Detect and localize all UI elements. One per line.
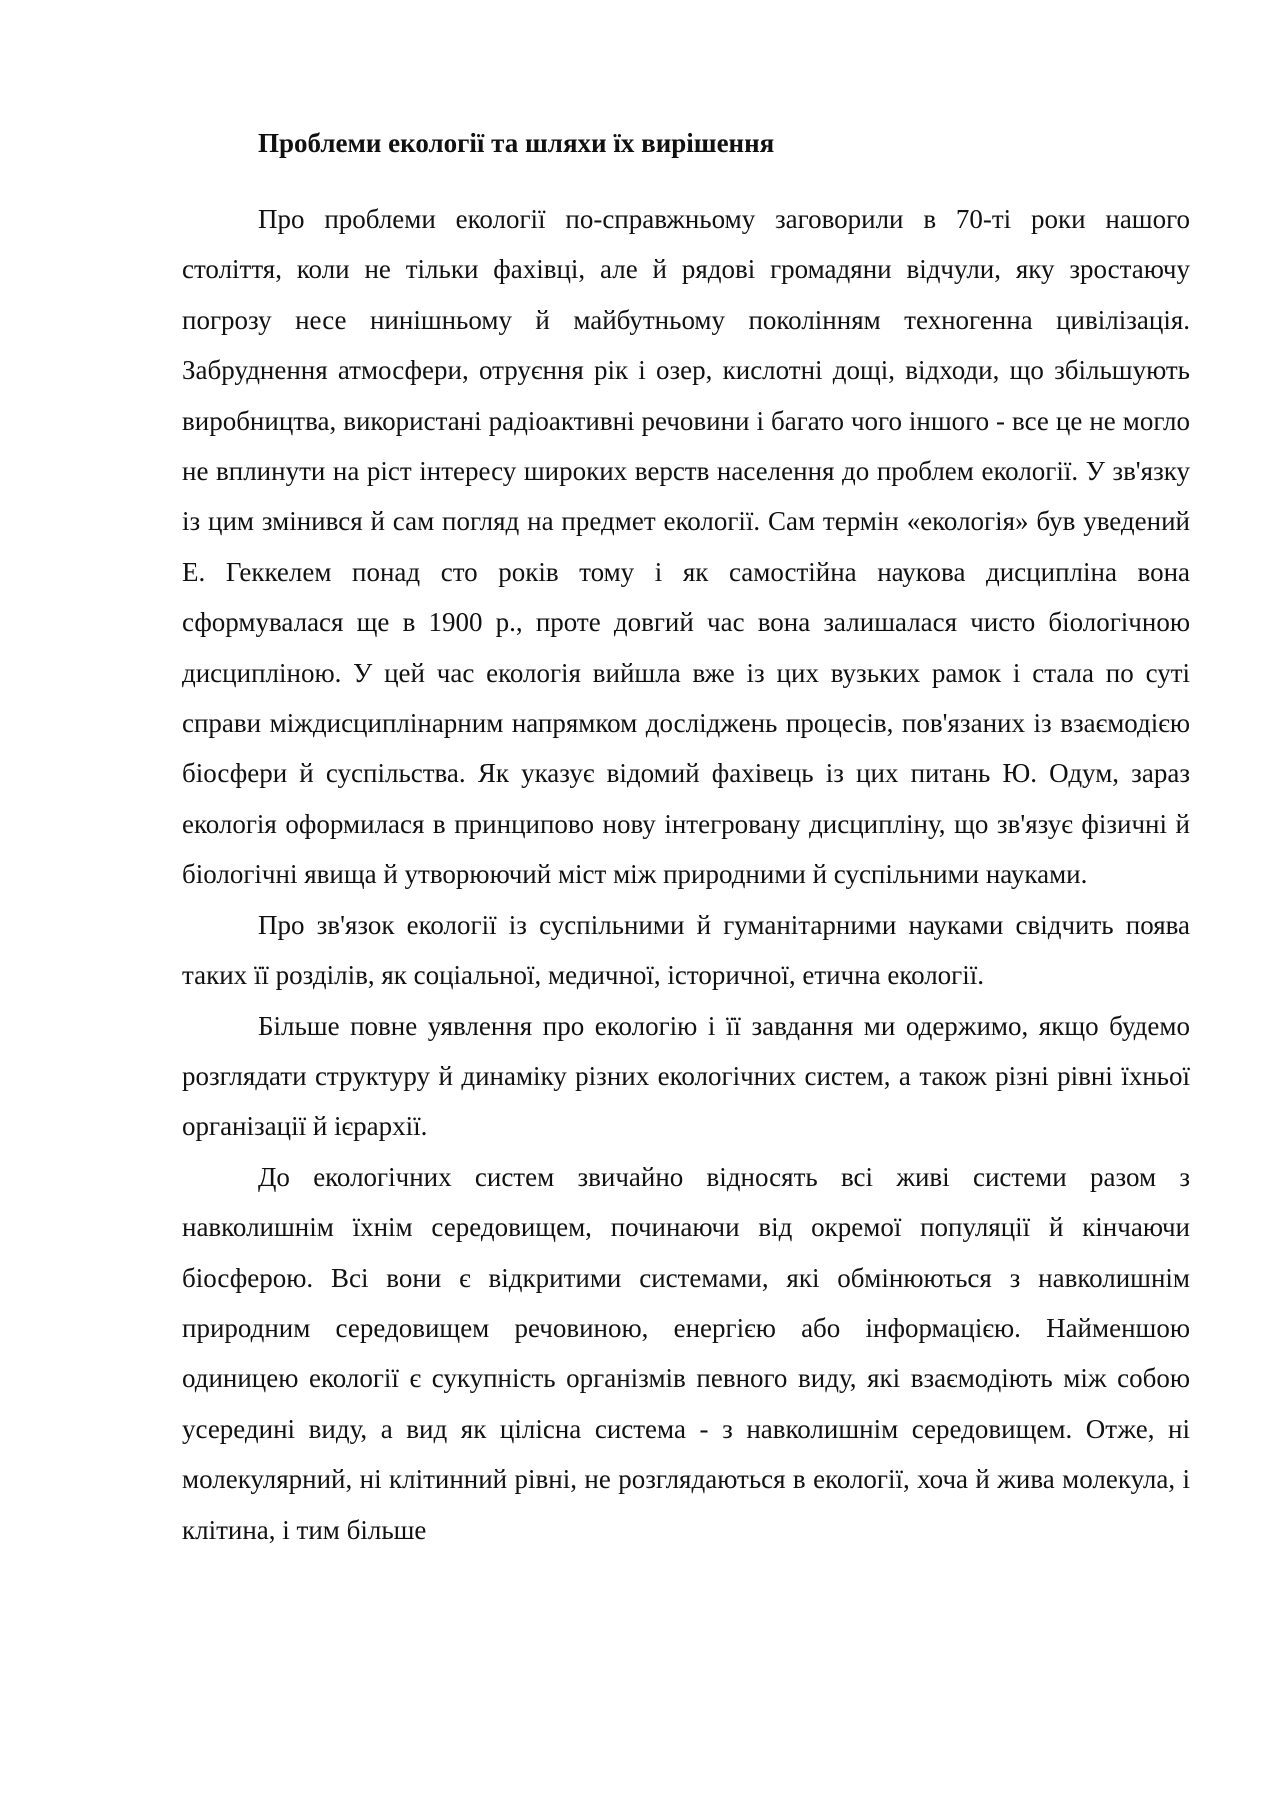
paragraph-2: Про зв'язок екології із суспільними й гуманітарними науками свідчить поява таких її розділів, як соціальної, медичної, історичної, етична екології. [182,909,1190,991]
document-title: Проблеми екології та шляхи їх вирішення [258,128,775,158]
paragraph-3: Більше повне уявлення про екологію і її завдання ми одержимо, якщо будемо розглядати структуру й динаміку різних екологічних систем, а також різні рівні їхньої організації й ієрархії. [182,1010,1190,1142]
paragraph-1: Про проблеми екології по-справжньому заговорили в 70-ті роки нашого століття, коли не тільки фахівці, але й рядові громадяни відчули, яку зростаючу погрозу несе нинішньому й майбутньому поколінням техногенна цивілізація. Забруднення атмосфери, отруєння рік і озер, кислотні дощі, відходи, що збільшують виробництва, використані радіоактивні речовини і багато чого іншого - все це не могло не вплинути на ріст інтересу широких верств населення до проблем екології. У зв'язку із цим змінився й сам погляд на предмет екології. Сам термін «екологія» був уведений Е. Геккелем понад сто років тому і як самостійна наукова дисципліна вона сформувалася ще в 1900 р., проте довгий час вона залишалася чисто біологічною дисципліною. У цей час екологія вийшла вже із цих вузьких рамок і стала по суті справи міждисциплінарним напрямком досліджень процесів, пов'язаних із взаємодією біосфери й суспільства. Як указує відомий фахівець із цих питань Ю. Одум, зараз екологія оформилася в принципово нову інтегровану дисципліну, що зв'язує фізичні й біологічні явища й утворюючий міст між природними й суспільними науками. [182,204,1190,890]
paragraph-4: До екологічних систем звичайно відносять всі живі системи разом з навколишнім їхнім середовищем, починаючи від окремої популяції й кінчаючи біосферою. Всі вони є відкритими системами, які обмінюються з навколишнім природним середовищем речовиною, енергією або інформацією. Найменшою одиницею екології є сукупність організмів певного виду, які взаємодіють між собою усередині виду, а вид як цілісна система - з навколишнім середовищем. Отже, ні молекулярний, ні клітинний рівні, не розглядаються в екології, хоча й жива молекула, і клітина, і тим більше [182,1161,1190,1545]
document-body [182,118,1190,1555]
